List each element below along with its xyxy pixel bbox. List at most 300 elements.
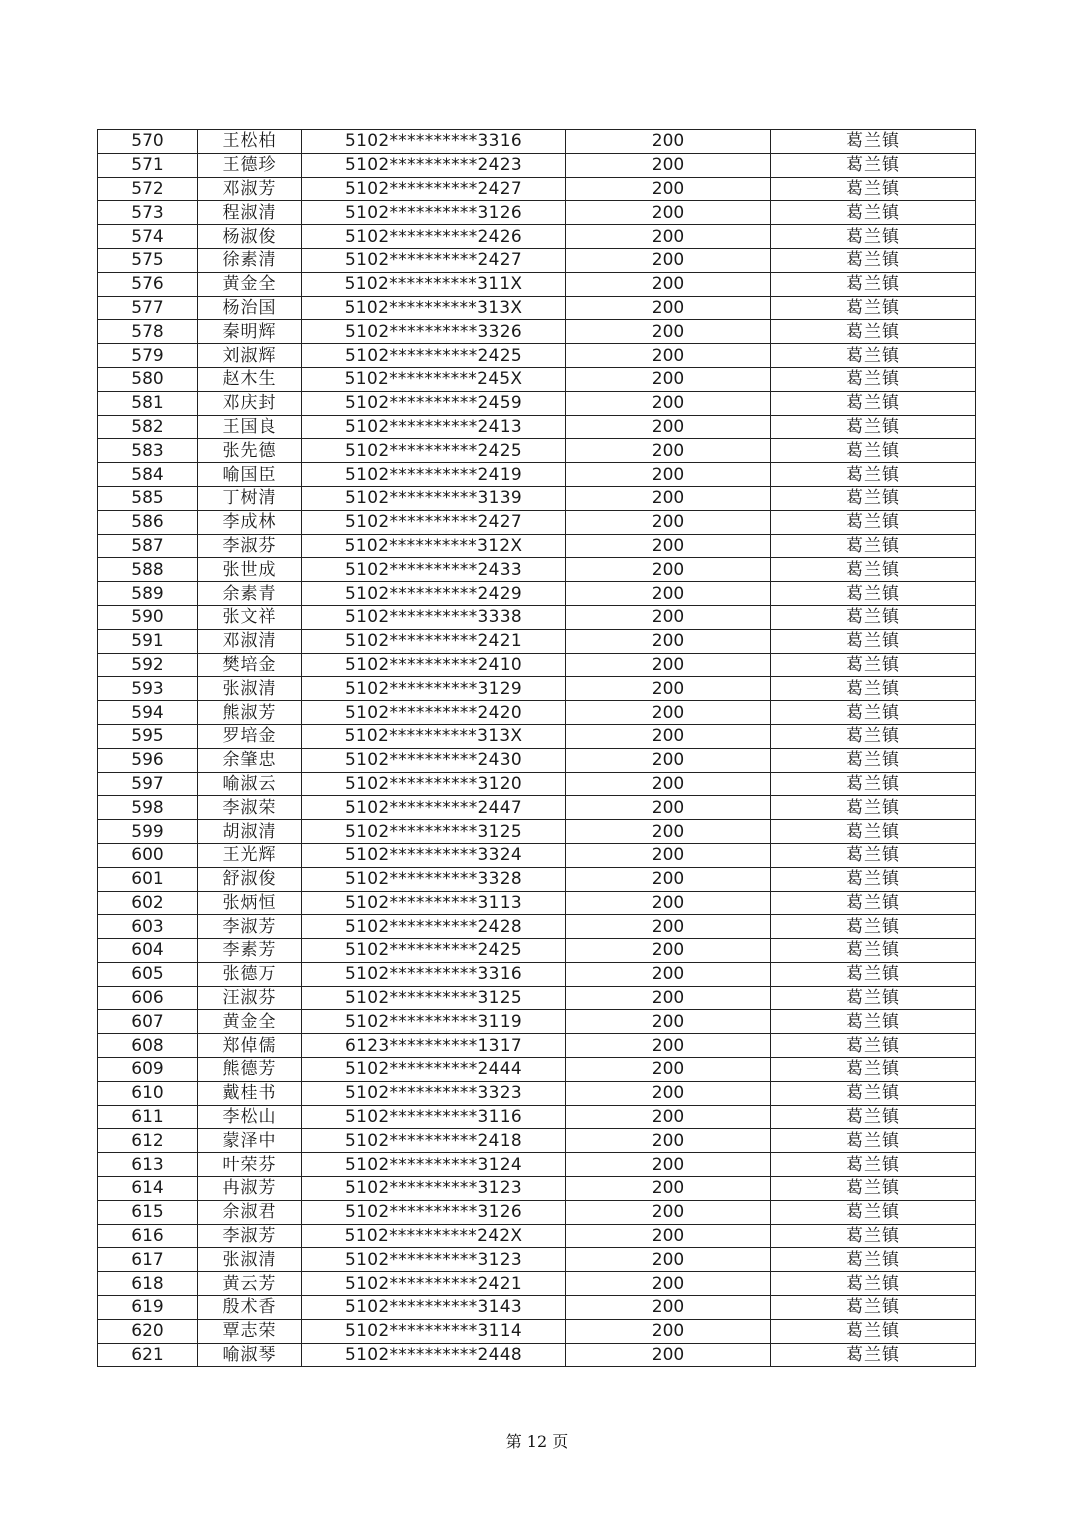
id-number-cell: 5102**********3113 <box>302 891 566 915</box>
town-cell: 葛兰镇 <box>771 1129 976 1153</box>
name-cell: 赵木生 <box>198 367 302 391</box>
row-number-cell: 615 <box>98 1200 198 1224</box>
name-cell: 张先德 <box>198 439 302 463</box>
table-row <box>98 367 976 391</box>
id-number-cell: 5102**********2419 <box>302 463 566 487</box>
table-row <box>98 320 976 344</box>
town-cell: 葛兰镇 <box>771 891 976 915</box>
amount-cell: 200 <box>566 177 771 201</box>
row-number-cell: 603 <box>98 915 198 939</box>
amount-cell: 200 <box>566 1058 771 1082</box>
id-number-cell: 5102**********3123 <box>302 1248 566 1272</box>
name-cell: 冉淑芳 <box>198 1177 302 1201</box>
id-number-cell: 5102**********313X <box>302 296 566 320</box>
id-number-cell: 5102**********3125 <box>302 820 566 844</box>
id-number-cell: 5102**********2430 <box>302 748 566 772</box>
town-cell: 葛兰镇 <box>771 915 976 939</box>
name-cell: 邓淑芳 <box>198 177 302 201</box>
id-number-cell: 5102**********3126 <box>302 201 566 225</box>
id-number-cell: 5102**********3316 <box>302 130 566 154</box>
amount-cell: 200 <box>566 248 771 272</box>
town-cell: 葛兰镇 <box>771 510 976 534</box>
name-cell: 杨淑俊 <box>198 225 302 249</box>
amount-cell: 200 <box>566 796 771 820</box>
name-cell: 殷术香 <box>198 1296 302 1320</box>
row-number-cell: 584 <box>98 463 198 487</box>
town-cell: 葛兰镇 <box>771 1272 976 1296</box>
id-number-cell: 5102**********3323 <box>302 1081 566 1105</box>
amount-cell: 200 <box>566 772 771 796</box>
amount-cell: 200 <box>566 296 771 320</box>
town-cell: 葛兰镇 <box>771 153 976 177</box>
name-cell: 罗培金 <box>198 724 302 748</box>
town-cell: 葛兰镇 <box>771 1200 976 1224</box>
id-number-cell: 5102**********3125 <box>302 986 566 1010</box>
town-cell: 葛兰镇 <box>771 1343 976 1367</box>
name-cell: 余淑君 <box>198 1200 302 1224</box>
town-cell: 葛兰镇 <box>771 962 976 986</box>
table-row <box>98 843 976 867</box>
town-cell: 葛兰镇 <box>771 391 976 415</box>
town-cell: 葛兰镇 <box>771 439 976 463</box>
name-cell: 郑倬儒 <box>198 1034 302 1058</box>
table-row <box>98 1105 976 1129</box>
row-number-cell: 610 <box>98 1081 198 1105</box>
town-cell: 葛兰镇 <box>771 1224 976 1248</box>
table-row <box>98 1248 976 1272</box>
id-number-cell: 5102**********313X <box>302 724 566 748</box>
table-row <box>98 1319 976 1343</box>
row-number-cell: 616 <box>98 1224 198 1248</box>
id-number-cell: 5102**********2425 <box>302 439 566 463</box>
town-cell: 葛兰镇 <box>771 130 976 154</box>
name-cell: 喻淑琴 <box>198 1343 302 1367</box>
amount-cell: 200 <box>566 153 771 177</box>
amount-cell: 200 <box>566 534 771 558</box>
amount-cell: 200 <box>566 629 771 653</box>
town-cell: 葛兰镇 <box>771 605 976 629</box>
name-cell: 王德珍 <box>198 153 302 177</box>
town-cell: 葛兰镇 <box>771 534 976 558</box>
id-number-cell: 5102**********2420 <box>302 701 566 725</box>
name-cell: 程淑清 <box>198 201 302 225</box>
amount-cell: 200 <box>566 1200 771 1224</box>
page-number: 第 12 页 <box>505 1432 569 1451</box>
table-row <box>98 1058 976 1082</box>
town-cell: 葛兰镇 <box>771 367 976 391</box>
name-cell: 余素青 <box>198 582 302 606</box>
town-cell: 葛兰镇 <box>771 1296 976 1320</box>
id-number-cell: 5102**********3120 <box>302 772 566 796</box>
amount-cell: 200 <box>566 843 771 867</box>
table-row <box>98 820 976 844</box>
table-row <box>98 939 976 963</box>
town-cell: 葛兰镇 <box>771 1319 976 1343</box>
table-row <box>98 1224 976 1248</box>
town-cell: 葛兰镇 <box>771 796 976 820</box>
name-cell: 李淑芳 <box>198 1224 302 1248</box>
table-row <box>98 1129 976 1153</box>
table-row <box>98 415 976 439</box>
town-cell: 葛兰镇 <box>771 843 976 867</box>
amount-cell: 200 <box>566 391 771 415</box>
name-cell: 叶荣芬 <box>198 1153 302 1177</box>
name-cell: 喻国臣 <box>198 463 302 487</box>
row-number-cell: 589 <box>98 582 198 606</box>
roster-table <box>97 129 976 1367</box>
row-number-cell: 597 <box>98 772 198 796</box>
row-number-cell: 575 <box>98 248 198 272</box>
id-number-cell: 5102**********2447 <box>302 796 566 820</box>
amount-cell: 200 <box>566 1343 771 1367</box>
id-number-cell: 5102**********245X <box>302 367 566 391</box>
town-cell: 葛兰镇 <box>771 986 976 1010</box>
row-number-cell: 600 <box>98 843 198 867</box>
amount-cell: 200 <box>566 1319 771 1343</box>
town-cell: 葛兰镇 <box>771 677 976 701</box>
id-number-cell: 5102**********2425 <box>302 939 566 963</box>
row-number-cell: 619 <box>98 1296 198 1320</box>
town-cell: 葛兰镇 <box>771 463 976 487</box>
id-number-cell: 5102**********2421 <box>302 1272 566 1296</box>
name-cell: 李淑芬 <box>198 534 302 558</box>
table-row <box>98 748 976 772</box>
name-cell: 张文祥 <box>198 605 302 629</box>
row-number-cell: 581 <box>98 391 198 415</box>
table-row <box>98 486 976 510</box>
table-row <box>98 510 976 534</box>
row-number-cell: 621 <box>98 1343 198 1367</box>
id-number-cell: 5102**********3143 <box>302 1296 566 1320</box>
table-row <box>98 986 976 1010</box>
amount-cell: 200 <box>566 439 771 463</box>
town-cell: 葛兰镇 <box>771 653 976 677</box>
table-row <box>98 796 976 820</box>
name-cell: 邓庆封 <box>198 391 302 415</box>
amount-cell: 200 <box>566 724 771 748</box>
amount-cell: 200 <box>566 320 771 344</box>
town-cell: 葛兰镇 <box>771 558 976 582</box>
town-cell: 葛兰镇 <box>771 248 976 272</box>
row-number-cell: 591 <box>98 629 198 653</box>
table-row <box>98 724 976 748</box>
name-cell: 王松柏 <box>198 130 302 154</box>
name-cell: 余肇忠 <box>198 748 302 772</box>
table-row <box>98 130 976 154</box>
town-cell: 葛兰镇 <box>771 748 976 772</box>
amount-cell: 200 <box>566 367 771 391</box>
table-row <box>98 153 976 177</box>
name-cell: 李淑荣 <box>198 796 302 820</box>
town-cell: 葛兰镇 <box>771 1081 976 1105</box>
table-row <box>98 605 976 629</box>
roster-table-body <box>98 130 976 1367</box>
row-number-cell: 599 <box>98 820 198 844</box>
amount-cell: 200 <box>566 891 771 915</box>
table-row <box>98 177 976 201</box>
row-number-cell: 620 <box>98 1319 198 1343</box>
table-row <box>98 1177 976 1201</box>
id-number-cell: 6123**********1317 <box>302 1034 566 1058</box>
row-number-cell: 574 <box>98 225 198 249</box>
row-number-cell: 583 <box>98 439 198 463</box>
row-number-cell: 578 <box>98 320 198 344</box>
town-cell: 葛兰镇 <box>771 1177 976 1201</box>
table-row <box>98 1010 976 1034</box>
amount-cell: 200 <box>566 939 771 963</box>
row-number-cell: 596 <box>98 748 198 772</box>
amount-cell: 200 <box>566 605 771 629</box>
name-cell: 舒淑俊 <box>198 867 302 891</box>
id-number-cell: 5102**********3126 <box>302 1200 566 1224</box>
amount-cell: 200 <box>566 1105 771 1129</box>
name-cell: 黄金全 <box>198 272 302 296</box>
row-number-cell: 593 <box>98 677 198 701</box>
table-row <box>98 296 976 320</box>
id-number-cell: 5102**********3328 <box>302 867 566 891</box>
id-number-cell: 5102**********2418 <box>302 1129 566 1153</box>
table-row <box>98 463 976 487</box>
table-row <box>98 582 976 606</box>
table-row <box>98 653 976 677</box>
town-cell: 葛兰镇 <box>771 415 976 439</box>
id-number-cell: 5102**********2459 <box>302 391 566 415</box>
id-number-cell: 5102**********3114 <box>302 1319 566 1343</box>
name-cell: 黄金全 <box>198 1010 302 1034</box>
amount-cell: 200 <box>566 701 771 725</box>
table-row <box>98 201 976 225</box>
table-row <box>98 248 976 272</box>
row-number-cell: 605 <box>98 962 198 986</box>
name-cell: 覃志荣 <box>198 1319 302 1343</box>
name-cell: 樊培金 <box>198 653 302 677</box>
name-cell: 张淑清 <box>198 677 302 701</box>
id-number-cell: 5102**********2428 <box>302 915 566 939</box>
row-number-cell: 586 <box>98 510 198 534</box>
amount-cell: 200 <box>566 1224 771 1248</box>
name-cell: 徐素清 <box>198 248 302 272</box>
table-row <box>98 558 976 582</box>
id-number-cell: 5102**********3324 <box>302 843 566 867</box>
amount-cell: 200 <box>566 1010 771 1034</box>
row-number-cell: 607 <box>98 1010 198 1034</box>
amount-cell: 200 <box>566 1177 771 1201</box>
amount-cell: 200 <box>566 582 771 606</box>
row-number-cell: 604 <box>98 939 198 963</box>
town-cell: 葛兰镇 <box>771 820 976 844</box>
amount-cell: 200 <box>566 1034 771 1058</box>
amount-cell: 200 <box>566 1153 771 1177</box>
row-number-cell: 608 <box>98 1034 198 1058</box>
amount-cell: 200 <box>566 1081 771 1105</box>
name-cell: 刘淑辉 <box>198 344 302 368</box>
row-number-cell: 576 <box>98 272 198 296</box>
table-row <box>98 1034 976 1058</box>
row-number-cell: 572 <box>98 177 198 201</box>
name-cell: 邓淑清 <box>198 629 302 653</box>
town-cell: 葛兰镇 <box>771 582 976 606</box>
id-number-cell: 5102**********3316 <box>302 962 566 986</box>
row-number-cell: 601 <box>98 867 198 891</box>
town-cell: 葛兰镇 <box>771 1058 976 1082</box>
amount-cell: 200 <box>566 130 771 154</box>
id-number-cell: 5102**********2427 <box>302 510 566 534</box>
name-cell: 秦明辉 <box>198 320 302 344</box>
table-row <box>98 677 976 701</box>
town-cell: 葛兰镇 <box>771 1034 976 1058</box>
id-number-cell: 5102**********3123 <box>302 1177 566 1201</box>
town-cell: 葛兰镇 <box>771 296 976 320</box>
table-row <box>98 439 976 463</box>
row-number-cell: 573 <box>98 201 198 225</box>
table-row <box>98 1200 976 1224</box>
id-number-cell: 5102**********3139 <box>302 486 566 510</box>
town-cell: 葛兰镇 <box>771 939 976 963</box>
row-number-cell: 585 <box>98 486 198 510</box>
id-number-cell: 5102**********2425 <box>302 344 566 368</box>
town-cell: 葛兰镇 <box>771 201 976 225</box>
id-number-cell: 5102**********2427 <box>302 177 566 201</box>
town-cell: 葛兰镇 <box>771 772 976 796</box>
row-number-cell: 595 <box>98 724 198 748</box>
table-row <box>98 225 976 249</box>
name-cell: 张淑清 <box>198 1248 302 1272</box>
row-number-cell: 579 <box>98 344 198 368</box>
id-number-cell: 5102**********3116 <box>302 1105 566 1129</box>
row-number-cell: 587 <box>98 534 198 558</box>
table-row <box>98 701 976 725</box>
amount-cell: 200 <box>566 1248 771 1272</box>
id-number-cell: 5102**********2433 <box>302 558 566 582</box>
row-number-cell: 613 <box>98 1153 198 1177</box>
name-cell: 李淑芳 <box>198 915 302 939</box>
id-number-cell: 5102**********3129 <box>302 677 566 701</box>
row-number-cell: 617 <box>98 1248 198 1272</box>
amount-cell: 200 <box>566 1296 771 1320</box>
town-cell: 葛兰镇 <box>771 1105 976 1129</box>
row-number-cell: 571 <box>98 153 198 177</box>
table-row <box>98 272 976 296</box>
row-number-cell: 588 <box>98 558 198 582</box>
table-row <box>98 867 976 891</box>
table-row <box>98 1272 976 1296</box>
row-number-cell: 611 <box>98 1105 198 1129</box>
table-row <box>98 915 976 939</box>
name-cell: 丁树清 <box>198 486 302 510</box>
id-number-cell: 5102**********2410 <box>302 653 566 677</box>
name-cell: 喻淑云 <box>198 772 302 796</box>
id-number-cell: 5102**********2427 <box>302 248 566 272</box>
town-cell: 葛兰镇 <box>771 177 976 201</box>
table-row <box>98 1343 976 1367</box>
table-row <box>98 1296 976 1320</box>
amount-cell: 200 <box>566 201 771 225</box>
amount-cell: 200 <box>566 867 771 891</box>
id-number-cell: 5102**********2429 <box>302 582 566 606</box>
row-number-cell: 582 <box>98 415 198 439</box>
id-number-cell: 5102**********2426 <box>302 225 566 249</box>
name-cell: 张炳恒 <box>198 891 302 915</box>
row-number-cell: 594 <box>98 701 198 725</box>
id-number-cell: 5102**********2444 <box>302 1058 566 1082</box>
id-number-cell: 5102**********242X <box>302 1224 566 1248</box>
amount-cell: 200 <box>566 344 771 368</box>
id-number-cell: 5102**********2413 <box>302 415 566 439</box>
amount-cell: 200 <box>566 415 771 439</box>
town-cell: 葛兰镇 <box>771 272 976 296</box>
id-number-cell: 5102**********312X <box>302 534 566 558</box>
table-row <box>98 962 976 986</box>
town-cell: 葛兰镇 <box>771 701 976 725</box>
name-cell: 熊德芳 <box>198 1058 302 1082</box>
row-number-cell: 614 <box>98 1177 198 1201</box>
name-cell: 王光辉 <box>198 843 302 867</box>
name-cell: 戴桂书 <box>198 1081 302 1105</box>
row-number-cell: 570 <box>98 130 198 154</box>
row-number-cell: 618 <box>98 1272 198 1296</box>
name-cell: 李松山 <box>198 1105 302 1129</box>
row-number-cell: 590 <box>98 605 198 629</box>
amount-cell: 200 <box>566 272 771 296</box>
id-number-cell: 5102**********3119 <box>302 1010 566 1034</box>
town-cell: 葛兰镇 <box>771 320 976 344</box>
amount-cell: 200 <box>566 915 771 939</box>
table-row <box>98 534 976 558</box>
table-row <box>98 344 976 368</box>
amount-cell: 200 <box>566 986 771 1010</box>
town-cell: 葛兰镇 <box>771 1153 976 1177</box>
name-cell: 张世成 <box>198 558 302 582</box>
table-row <box>98 772 976 796</box>
name-cell: 王国良 <box>198 415 302 439</box>
row-number-cell: 580 <box>98 367 198 391</box>
row-number-cell: 606 <box>98 986 198 1010</box>
id-number-cell: 5102**********3326 <box>302 320 566 344</box>
name-cell: 张德万 <box>198 962 302 986</box>
table-row <box>98 891 976 915</box>
id-number-cell: 5102**********311X <box>302 272 566 296</box>
name-cell: 李成林 <box>198 510 302 534</box>
name-cell: 李素芳 <box>198 939 302 963</box>
id-number-cell: 5102**********2448 <box>302 1343 566 1367</box>
amount-cell: 200 <box>566 558 771 582</box>
amount-cell: 200 <box>566 1272 771 1296</box>
town-cell: 葛兰镇 <box>771 344 976 368</box>
amount-cell: 200 <box>566 225 771 249</box>
name-cell: 黄云芳 <box>198 1272 302 1296</box>
row-number-cell: 602 <box>98 891 198 915</box>
name-cell: 汪淑芬 <box>198 986 302 1010</box>
table-row <box>98 1153 976 1177</box>
id-number-cell: 5102**********3124 <box>302 1153 566 1177</box>
table-row <box>98 1081 976 1105</box>
id-number-cell: 5102**********2423 <box>302 153 566 177</box>
row-number-cell: 612 <box>98 1129 198 1153</box>
amount-cell: 200 <box>566 677 771 701</box>
row-number-cell: 598 <box>98 796 198 820</box>
amount-cell: 200 <box>566 1129 771 1153</box>
amount-cell: 200 <box>566 486 771 510</box>
amount-cell: 200 <box>566 510 771 534</box>
id-number-cell: 5102**********3338 <box>302 605 566 629</box>
table-row <box>98 629 976 653</box>
id-number-cell: 5102**********2421 <box>302 629 566 653</box>
amount-cell: 200 <box>566 748 771 772</box>
town-cell: 葛兰镇 <box>771 867 976 891</box>
table-row <box>98 391 976 415</box>
row-number-cell: 609 <box>98 1058 198 1082</box>
amount-cell: 200 <box>566 653 771 677</box>
